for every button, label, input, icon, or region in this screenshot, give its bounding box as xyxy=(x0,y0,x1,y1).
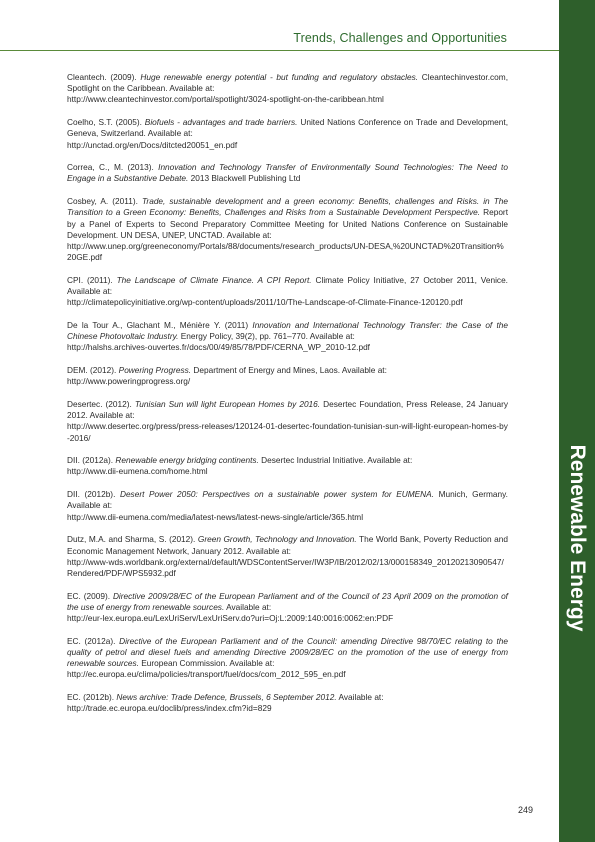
reference-title: Powering Progress. xyxy=(118,365,192,376)
reference-details: The World Bank, Poverty Reduction and Economic Management Network, January 2012. Available at: xyxy=(67,534,508,556)
reference-url[interactable]: http://www.dii-eumena.com/home.html xyxy=(67,466,208,477)
reference-title: Innovation and International Technology Transfer: the Case of the Chinese Photovoltaic Industry. xyxy=(67,319,508,342)
reference-entry xyxy=(67,162,508,184)
reference-entry xyxy=(67,534,508,579)
reference-author-year: Coelho, S.T. (2005). xyxy=(67,117,145,128)
reference-author-year: DEM. (2012). xyxy=(67,365,119,376)
reference-details: Climate Policy Initiative, 27 October 2011, Venice. Available at: xyxy=(67,274,508,297)
reference-entry xyxy=(67,399,508,444)
reference-entry xyxy=(67,275,508,309)
reference-details: Desertec Industrial Initiative. Available at: xyxy=(258,455,413,466)
reference-details: Available at: xyxy=(224,601,272,612)
reference-author-year: EC. (2012a). xyxy=(67,635,120,646)
side-band xyxy=(559,0,595,842)
reference-author-year: De la Tour A., Glachant M., Ménière Y. (2011) xyxy=(67,319,253,330)
reference-entry xyxy=(67,320,508,354)
reference-title: The Landscape of Climate Finance. A CPI Report. xyxy=(116,274,312,285)
reference-details: European Commission. Available at: xyxy=(138,658,275,669)
reference-entry xyxy=(67,365,508,387)
side-band-title: Renewable Energy xyxy=(566,444,589,632)
reference-author-year: DII. (2012a). xyxy=(67,455,116,466)
reference-title: Tunisian Sun will light European Homes by 2016. xyxy=(134,398,321,409)
reference-details: Munich, Germany. Available at: xyxy=(67,489,508,511)
reference-url[interactable]: http://trade.ec.europa.eu/doclib/press/index.cfm?id=829 xyxy=(67,703,272,714)
reference-details: Department of Energy and Mines, Laos. Available at: xyxy=(191,365,387,376)
reference-entry xyxy=(67,636,508,681)
reference-entry xyxy=(67,196,508,263)
reference-url[interactable]: http://www.desertec.org/press/press-releases/120124-01-desertec-foundation-tunisian-sun-will-light-european-homes-by-2016/ xyxy=(67,421,508,443)
reference-details: Report by a Panel of Experts to Second Preparatory Committee Meeting for United Nations Conference on Sustainable Development. UN DESA, UNEP, UNCTAD. Available at: xyxy=(67,207,508,240)
reference-details: Cleantechinvestor.com, Spotlight on the Caribbean. Available at: xyxy=(67,72,508,94)
reference-author-year: Correa, C., M. (2013). xyxy=(67,162,159,173)
reference-url[interactable]: http://unctad.org/en/Docs/ditcted20051_en.pdf xyxy=(67,139,238,150)
reference-title: News archive: Trade Defence, Brussels, 6 September 2012. xyxy=(116,692,337,703)
reference-entry xyxy=(67,72,508,106)
reference-entry xyxy=(67,489,508,523)
reference-url[interactable]: http://ec.europa.eu/clima/policies/transport/fuel/docs/com_2012_595_en.pdf xyxy=(67,669,346,680)
reference-author-year: DII. (2012b). xyxy=(67,489,120,500)
reference-title: Desert Power 2050: Perspectives on a sustainable power system for EUMENA. xyxy=(119,489,434,500)
reference-title: Renewable energy bridging continents. xyxy=(115,455,259,466)
reference-entry xyxy=(67,591,508,625)
header-rule xyxy=(0,50,559,51)
reference-url[interactable]: http://www.cleantechinvestor.com/portal/spotlight/3024-spotlight-on-the-caribbean.html xyxy=(67,94,384,105)
reference-list xyxy=(67,72,508,726)
reference-url[interactable]: http://halshs.archives-ouvertes.fr/docs/00/49/85/78/PDF/CERNA_WP_2010-12.pdf xyxy=(67,342,370,353)
reference-url[interactable]: http://www.poweringprogress.org/ xyxy=(67,376,191,387)
reference-title: Innovation and Technology Transfer of Environmentally Sound Technologies: The Need to Engage in a Substantive Debate. xyxy=(67,162,508,184)
reference-author-year: Desertec. (2012). xyxy=(67,398,135,409)
reference-url[interactable]: http://www.dii-eumena.com/media/latest-news/latest-news-single/article/365.html xyxy=(67,511,364,522)
reference-title: Huge renewable energy potential - but funding and regulatory obstacles. xyxy=(140,72,419,82)
reference-details: Energy Policy, 39(2), pp. 761–770. Available at: xyxy=(178,331,355,342)
running-header: Trends, Challenges and Opportunities xyxy=(293,31,507,45)
reference-title: Trade, sustainable development and a green economy: Benefits, challenges and Risks. in The Transition to a Green Economy: Benefits, Challenges and Risks from a Sustainable Development Perspective. xyxy=(67,196,509,218)
reference-details: United Nations Conference on Trade and Development, Geneva, Switzerland. Available at: xyxy=(67,117,509,139)
page-number: 249 xyxy=(518,805,534,815)
reference-details: Available at: xyxy=(336,692,384,703)
reference-title: Green Growth, Technology and Innovation. xyxy=(197,534,357,545)
reference-title: Biofuels - advantages and trade barriers. xyxy=(144,117,298,128)
reference-title: Directive 2009/28/EC of the European Parliament and of the Council of 23 April 2009 on the promotion of the use of energy from renewable sources. xyxy=(67,590,508,612)
reference-author-year: EC. (2009). xyxy=(67,590,113,601)
reference-url[interactable]: http://climatepolicyinitiative.org/wp-content/uploads/2011/10/The-Landscape-of-Climate-Finance-120120.pdf xyxy=(67,297,463,308)
reference-url[interactable]: http://eur-lex.europa.eu/LexUriServ/LexUriServ.do?uri=Oj:L:2009:140:0016:0062:en:PDF xyxy=(67,613,394,624)
reference-entry xyxy=(67,117,508,151)
reference-url[interactable]: http://www.unep.org/greeneconomy/Portals/88/documents/research_products/UN-DESA,%20UNCTAD%20Transition%20GE.pdf xyxy=(67,240,504,263)
reference-author-year: CPI. (2011). xyxy=(67,274,117,285)
reference-title: Directive of the European Parliament and of the Council: amending Directive 98/70/EC relating to the quality of petrol and diesel fuels and amending Directive 2009/28/EC on the promotion of the use of energy from renewable sources. xyxy=(67,635,508,669)
reference-details: Desertec Foundation, Press Release, 24 January 2012. Available at: xyxy=(67,398,508,421)
reference-author-year: Dutz, M.A. and Sharma, S. (2012). xyxy=(67,534,198,545)
reference-author-year: Cleantech. (2009). xyxy=(67,72,141,82)
reference-author-year: Cosbey, A. (2011). xyxy=(67,196,142,207)
reference-entry xyxy=(67,455,508,477)
reference-details: 2013 Blackwell Publishing Ltd xyxy=(188,173,301,184)
reference-author-year: EC. (2012b). xyxy=(67,692,117,703)
reference-url[interactable]: http://www-wds.worldbank.org/external/default/WDSContentServer/IW3P/IB/2012/02/13/000158349_20120213090547/Rendered/PDF/WPS5932.pdf xyxy=(67,556,504,578)
reference-entry xyxy=(67,692,508,714)
